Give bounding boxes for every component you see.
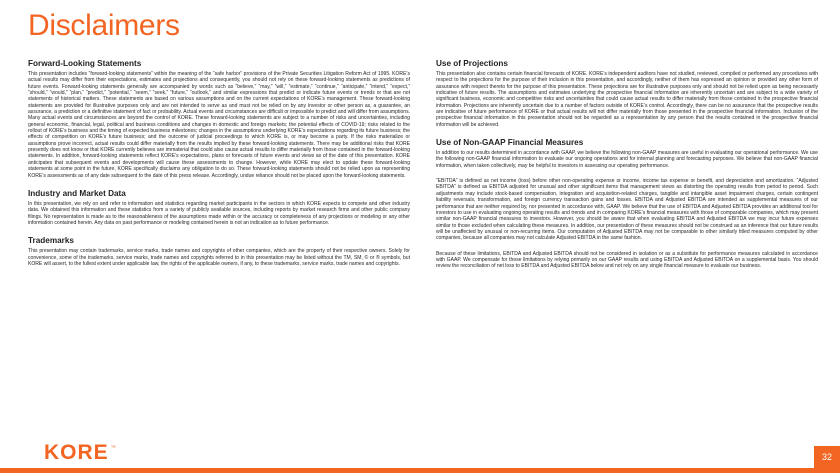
section-use-of-projections <box>436 58 818 128</box>
kore-logo <box>44 442 116 463</box>
section-ebitda-definition <box>436 178 818 241</box>
section-forward-looking-statements <box>28 58 410 179</box>
section-industry-and-market-data <box>28 188 410 226</box>
footer-accent-bar <box>0 468 840 473</box>
left-column <box>28 58 410 270</box>
right-column <box>436 58 818 270</box>
section-body: In addition to our results determined in accordance with GAAP, we believe the following non-GAAP measures are useful in evaluating our operational performance. We use the following non-GAAP financial information to evaluate our ongoing operations and for internal planning and forecasting purposes. We believe that non-GAAP financial information, when taken collectively, may be helpful to investors in assessing our operating performance. <box>436 150 818 169</box>
section-body: This presentation may contain trademarks, service marks, trade names and copyrights of other companies, which are the property of their respective owners. Solely for convenience, some of the trademarks, service marks, trade names and copyrights referred to in this presentation may be listed without the TM, SM, © or ® symbols, but KORE will assert, to the fullest extent under applicable law, the rights of the applicable owners, if any, to these trademarks, service marks, trade names and copyrights. <box>28 248 410 267</box>
section-heading: Industry and Market Data <box>28 188 126 198</box>
section-use-of-non-gaap-financial-measures <box>436 137 818 169</box>
page-number-badge: 32 <box>814 446 840 468</box>
section-heading: Trademarks <box>28 236 74 246</box>
section-body: “EBITDA” is defined as net income (loss) before other non-operating expense or income, income tax expense or benefit, and depreciation and amortization. “Adjusted EBITDA” is defined as EBITDA adjusted for unusual and other significant items that management views as distorting the operating results from period to period. Such adjustments may include stock-based compensation, integration and acquisition-related charges, tangible and intangible asset impairment charges, certain contingent liability reversals, transformation, and foreign currency transaction gains and losses. EBITDA and Adjusted EBITDA are intended as supplemental measures of our performance that are neither required by, nor presented in accordance with, GAAP. We believe that the use of EBITDA and Adjusted EBITDA provides an additional tool for investors to use in evaluating ongoing operating results and trends and in comparing KORE’s financial measures with those of comparable companies, which may present similar non-GAAP financial measures to investors. However, you should be aware that when evaluating EBITDA and Adjusted EBITDA we may incur future expenses similar to those excluded when calculating these measures. In addition, our presentation of these measures should not be construed as an inference that our future results will be unaffected by unusual or non-recurring items. Our computation of Adjusted EBITDA may not be comparable to other similarly titled measures computed by other companies, because all companies may not calculate Adjusted EBITDA in the same fashion. <box>436 178 818 242</box>
section-body: In this presentation, we rely on and refer to information and statistics regarding market participants in the sectors in which KORE expects to compete and other industry data. We obtained this information and these statistics from a variety of publicly available sources, including reports by market research firms and other public company filings. No representation is made as to the reasonableness of the assumptions made within or the accuracy or completeness of any projections or modeling or any other information contained herein. Any data on past performance or modeling contained herein is not an indication as to future performance. <box>28 200 410 226</box>
content-columns <box>28 58 818 270</box>
section-body: This presentation also contains certain financial forecasts of KORE. KORE’s independent auditors have not studied, reviewed, compiled or performed any procedures with respect to the projections for the purpose of their inclusion in this presentation, and accordingly, neither of them has expressed an opinion or provided any other form of assurance with respect thereto for the purpose of this presentation. These projections are for illustrative purposes only and should not be relied upon as being necessarily indicative of future results. The assumptions and estimates underlying the prospective financial information are inherently uncertain and are subject to a wide variety of significant business, economic and competitive risks and uncertainties that could cause actual results to differ materially from those contained in the prospective financial information. Projections are inherently uncertain due to a number of factors outside of KORE’s control. Accordingly, there can be no assurance that the prospective results are indicative of future performance of KORE or that actual results will not differ materially from those presented in the prospective financial information. Inclusion of the prospective financial information in this presentation should not be regarded as a representation by any person that the results contained in the prospective financial information will be achieved. <box>436 71 818 128</box>
section-heading: Forward-Looking Statements <box>28 59 142 68</box>
section-heading: Use of Projections <box>436 59 508 68</box>
section-body: Because of these limitations, EBITDA and Adjusted EBITDA should not be considered in isolation or as a substitute for performance measures calculated in accordance with GAAP. We compensate for these limitations by relying primarily on our GAAP results and using EBITDA and Adjusted EBITDA on a supplemental basis. You should review the reconciliation of net loss to EBITDA and Adjusted EBITDA below and not rely on any single financial measure to evaluate our business. <box>436 250 818 270</box>
section-heading: Use of Non-GAAP Financial Measures <box>436 138 584 148</box>
trademark-icon: ™ <box>110 445 116 451</box>
section-body: This presentation includes “forward-looking statements” within the meaning of the “safe harbor” provisions of the Private Securities Litigation Reform Act of 1995. KORE’s actual results may differ from their expectations, estimates and projections and consequently, you should not rely on these forward-looking statements as predictions of future events. Forward-looking statements generally are accompanied by words such as “believe,” “may,” “will,” “estimate,” “continue,” “anticipate,” “intend,” “expect,” “should,” “would,” “plan,” “predict,” “potential,” “seem,” “seek,” “future,” “outlook,” and similar expressions that predict or indicate future events or trends or that are not statements of historical matters. These statements are based on various assumptions and on the current expectations of KORE’s management. These forward-looking statements are provided for illustrative purposes only and are not intended to serve as and must not be relied on by any investor or other person as, a guarantee, an assurance, a prediction or a definitive statement of fact or probability. Actual events and circumstances are difficult or impossible to predict and will differ from assumptions. Many actual events and circumstances are beyond the control of KORE. These forward-looking statements are subject to a number of risks and uncertainties, including general economic, financial, legal, political and business conditions and changes in domestic and foreign markets; the potential effects of COVID-19; risks related to the rollout of KORE’s business and the timing of expected business milestones; changes in the assumptions underlying KORE’s expectations regarding its future business; the effects of competition on KORE’s future business; and the outcome of judicial proceedings to which KORE is, or may become a party. If the risks materialize or assumptions prove incorrect, actual results could differ materially from the results implied by these forward-looking statements. There may be additional risks that KORE presently does not know or that KORE currently believes are immaterial that could also cause actual results to differ materially from those contained in the forward-looking statements. In addition, forward-looking statements reflect KORE’s expectations, plans or forecasts of future events and views as of the date of this presentation. KORE anticipates that subsequent events and developments will cause these assessments to change. However, while KORE may elect to update these forward-looking statements at some point in the future, KORE specifically disclaims any obligation to do so. These forward-looking statements should not be relied upon as representing KORE’s assessments as of any date subsequent to the date of this press release. Accordingly, undue reliance should not be placed upon the forward-looking statements. <box>28 71 410 179</box>
section-limitations <box>436 251 818 270</box>
page-title: Disclaimers <box>28 9 180 42</box>
slide-footer <box>0 437 840 473</box>
logo-wordmark: KORE <box>44 441 109 464</box>
section-trademarks <box>28 235 410 267</box>
